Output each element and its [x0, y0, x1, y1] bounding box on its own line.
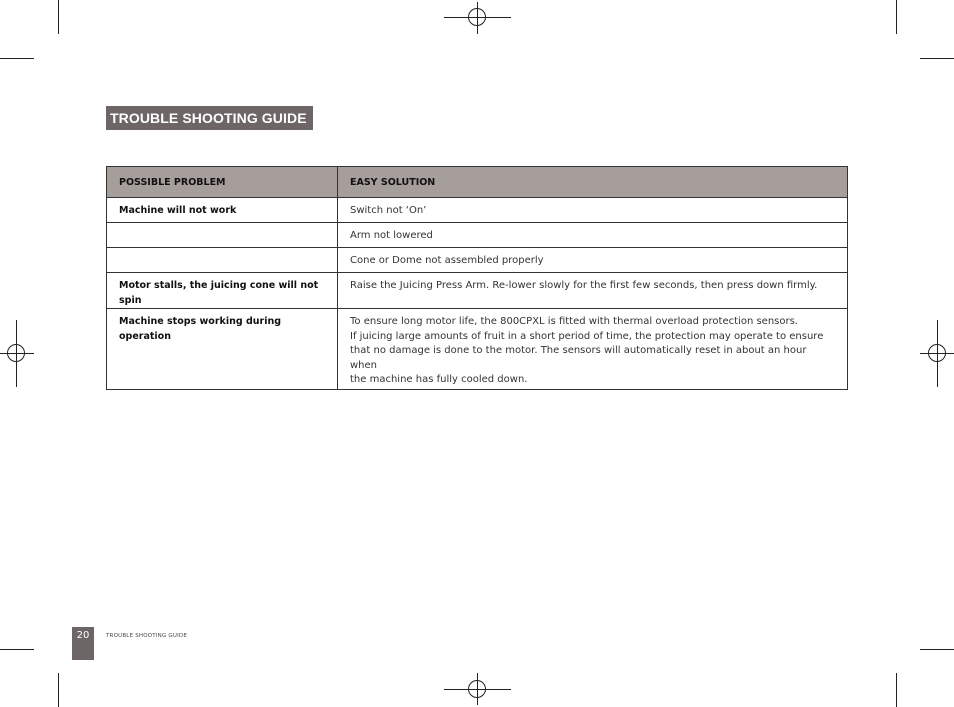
- solution-line: Raise the Juicing Press Arm. Re-lower slowly for the first few seconds, then press down firmly.: [350, 280, 818, 291]
- registration-circle-icon: [928, 344, 946, 362]
- solution-cell: [338, 309, 848, 390]
- crop-mark: [58, 0, 59, 34]
- section-heading: TROUBLE SHOOTING GUIDE: [106, 106, 313, 130]
- solution-line: Cone or Dome not assembled properly: [350, 255, 544, 266]
- solution-line: that no damage is done to the motor. The sensors will automatically reset in about an hour when: [350, 345, 807, 371]
- crop-mark: [920, 58, 954, 59]
- footer-section-label: TROUBLE SHOOTING GUIDE: [106, 633, 188, 639]
- problem-cell: [107, 248, 338, 273]
- problem-cell: Machine will not work: [107, 198, 338, 223]
- crop-mark: [920, 649, 954, 650]
- problem-cell: Machine stops working during operation: [107, 309, 338, 390]
- crop-mark: [58, 673, 59, 707]
- solution-line: the machine has fully cooled down.: [350, 374, 528, 385]
- table-row: [107, 248, 848, 273]
- solution-cell: [338, 248, 848, 273]
- solution-line: If juicing large amounts of fruit in a short period of time, the protection may operate to ensure: [350, 330, 824, 342]
- solution-line: Arm not lowered: [350, 230, 433, 241]
- crop-mark: [896, 0, 897, 34]
- solution-line: To ensure long motor life, the 800CPXL is fitted with thermal overload protection sensors.: [350, 316, 798, 327]
- problem-cell: Motor stalls, the juicing cone will not spin: [107, 273, 338, 309]
- crop-mark: [896, 673, 897, 707]
- registration-circle-icon: [468, 680, 486, 698]
- solution-line: Switch not ‘On’: [350, 205, 427, 216]
- problem-cell: [107, 223, 338, 248]
- table-row: [107, 223, 848, 248]
- table-row: [107, 198, 848, 223]
- table-row: [107, 273, 848, 309]
- column-header-solution: EASY SOLUTION: [338, 167, 848, 198]
- solution-cell: [338, 223, 848, 248]
- registration-circle-icon: [7, 344, 25, 362]
- table-header-row: [107, 167, 848, 198]
- column-header-problem: POSSIBLE PROBLEM: [107, 167, 338, 198]
- page-number: 20: [72, 627, 94, 660]
- troubleshooting-table: [106, 166, 848, 390]
- solution-cell: [338, 198, 848, 223]
- crop-mark: [0, 58, 34, 59]
- table-row: [107, 309, 848, 390]
- solution-cell: [338, 273, 848, 309]
- crop-mark: [0, 649, 34, 650]
- registration-circle-icon: [468, 8, 486, 26]
